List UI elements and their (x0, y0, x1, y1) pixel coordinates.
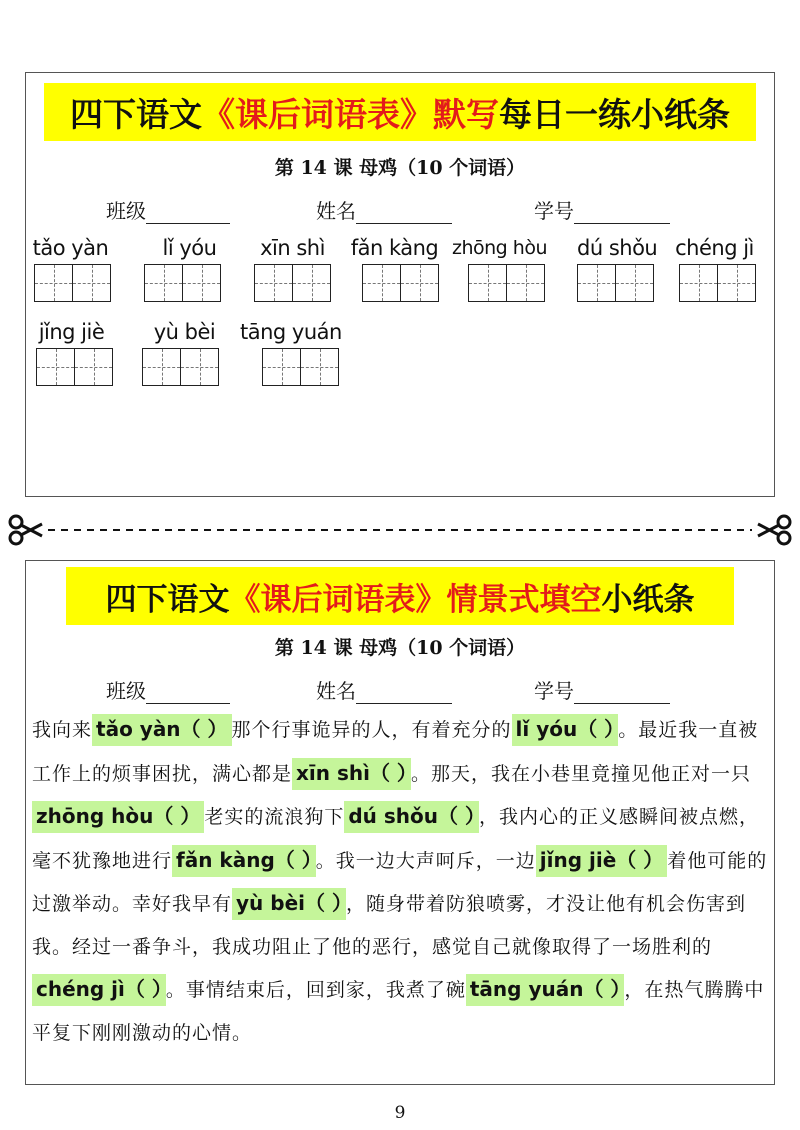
name-field[interactable] (316, 675, 452, 704)
passage-text: ，在热气腾腾中平复下刚刚激动的心情。 (32, 979, 765, 1044)
cut-line (0, 512, 800, 548)
scissors-icon (758, 516, 790, 544)
student-id-field[interactable] (534, 675, 670, 704)
blank-fill[interactable]: yù bèi（ ） (232, 888, 346, 920)
passage-text: 。最近我一直被工作上的烦事困扰，满心都是 (32, 719, 759, 785)
char-box[interactable] (34, 264, 73, 302)
word-item (350, 235, 439, 302)
passage-text: 那个行事诡异的人，有着充分的 (231, 719, 512, 741)
passage-text: 。事情结束后，回到家，我煮了碗 (165, 979, 466, 1001)
char-box[interactable] (293, 264, 331, 302)
word-item (144, 235, 221, 302)
class-field[interactable] (106, 195, 230, 224)
char-box[interactable] (362, 264, 401, 302)
char-box[interactable] (36, 348, 75, 386)
blank-fill[interactable]: fǎn kàng（ ） (172, 845, 316, 877)
title-part2: 《课后词语表》默写 (202, 94, 499, 134)
char-box[interactable] (181, 348, 219, 386)
passage-text: 。我一边大声呵斥，一边 (315, 849, 536, 872)
char-box[interactable] (718, 264, 756, 302)
name-field[interactable] (316, 195, 452, 224)
word-pinyin: tǎo yàn (32, 236, 109, 260)
dictation-card (25, 72, 775, 497)
char-box[interactable] (75, 348, 113, 386)
char-box[interactable] (73, 264, 111, 302)
word-pinyin: dú shǒu (577, 236, 658, 260)
title-part3: 每日一练小纸条 (499, 94, 730, 134)
lesson-subtitle: 第 14 课 母鸡（10 个词语） (274, 157, 526, 179)
word-item (673, 235, 756, 302)
blank-fill[interactable]: jǐng jiè（ ） (536, 845, 667, 877)
blank-fill[interactable]: xīn shì（ ） (292, 758, 411, 790)
char-box[interactable] (616, 264, 654, 302)
title-part1: 四下语文 (70, 94, 202, 134)
char-box[interactable] (142, 348, 181, 386)
title-part3: 小纸条 (601, 581, 695, 618)
char-box[interactable] (301, 348, 339, 386)
passage-text: 老实的流浪狗下 (204, 806, 345, 828)
word-item (30, 235, 111, 302)
word-pinyin: fǎn kàng (350, 236, 439, 260)
char-box[interactable] (254, 264, 293, 302)
class-label: 班级 (106, 679, 146, 703)
passage (32, 708, 774, 1054)
blank-fill[interactable]: tǎo yàn（ ） (92, 714, 232, 746)
char-box[interactable] (577, 264, 616, 302)
passage-text: ，随身带着防狼喷雾，才没让他有机会伤害到我。经过一番争斗，我成功阻止了他的恶行，感觉自己就像取得了一场胜利的 (32, 893, 746, 958)
passage-text: 。那天，我在小巷里竟撞见他正对一只 (410, 762, 751, 785)
word-item (30, 319, 113, 386)
word-item (240, 319, 342, 386)
blank-fill[interactable]: tāng yuán（ ） (466, 974, 625, 1006)
char-box[interactable] (183, 264, 221, 302)
word-item (452, 235, 547, 302)
name-label: 姓名 (316, 679, 356, 703)
word-pinyin: yù bèi (153, 320, 216, 344)
student-id-label: 学号 (534, 199, 574, 223)
word-item (577, 235, 657, 302)
word-pinyin: jǐng jiè (38, 320, 105, 344)
char-box[interactable] (468, 264, 507, 302)
word-pinyin: tāng yuán (240, 320, 342, 344)
word-pinyin: chéng jì (675, 236, 754, 260)
word-item (142, 319, 219, 386)
char-box[interactable] (262, 348, 301, 386)
student-id-field[interactable] (534, 195, 670, 224)
word-pinyin: xīn shì (260, 236, 325, 260)
blank-fill[interactable]: chéng jì（ ） (32, 974, 166, 1006)
title-part1: 四下语文 (105, 581, 230, 618)
passage-text: ，我内心的正义感瞬间被点燃，毫不犹豫地进行 (32, 806, 759, 872)
scissors-icon (10, 516, 42, 544)
passage-text: 着他可能的过激举动。幸好我早有 (32, 849, 768, 915)
passage-text: 我向来 (32, 719, 93, 741)
word-item (254, 235, 331, 302)
word-pinyin: zhōng hòu (452, 237, 547, 259)
blank-fill[interactable]: dú shǒu（ ） (344, 801, 479, 833)
dictation-title-banner (44, 83, 756, 141)
word-pinyin: lǐ yóu (162, 236, 217, 260)
char-box[interactable] (144, 264, 183, 302)
blank-fill[interactable]: lǐ yóu（ ） (512, 714, 619, 746)
blank-fill[interactable]: zhōng hòu（ ） (32, 801, 204, 833)
page-number: 9 (394, 1103, 406, 1123)
char-box[interactable] (679, 264, 718, 302)
lesson-subtitle: 第 14 课 母鸡（10 个词语） (274, 637, 526, 659)
class-field[interactable] (106, 675, 230, 704)
fill-in-title-banner (66, 567, 734, 625)
class-label: 班级 (106, 199, 146, 223)
student-id-label: 学号 (534, 679, 574, 703)
name-label: 姓名 (316, 199, 356, 223)
char-box[interactable] (507, 264, 545, 302)
title-part2: 《课后词语表》情景式填空 (229, 581, 602, 618)
char-box[interactable] (401, 264, 439, 302)
